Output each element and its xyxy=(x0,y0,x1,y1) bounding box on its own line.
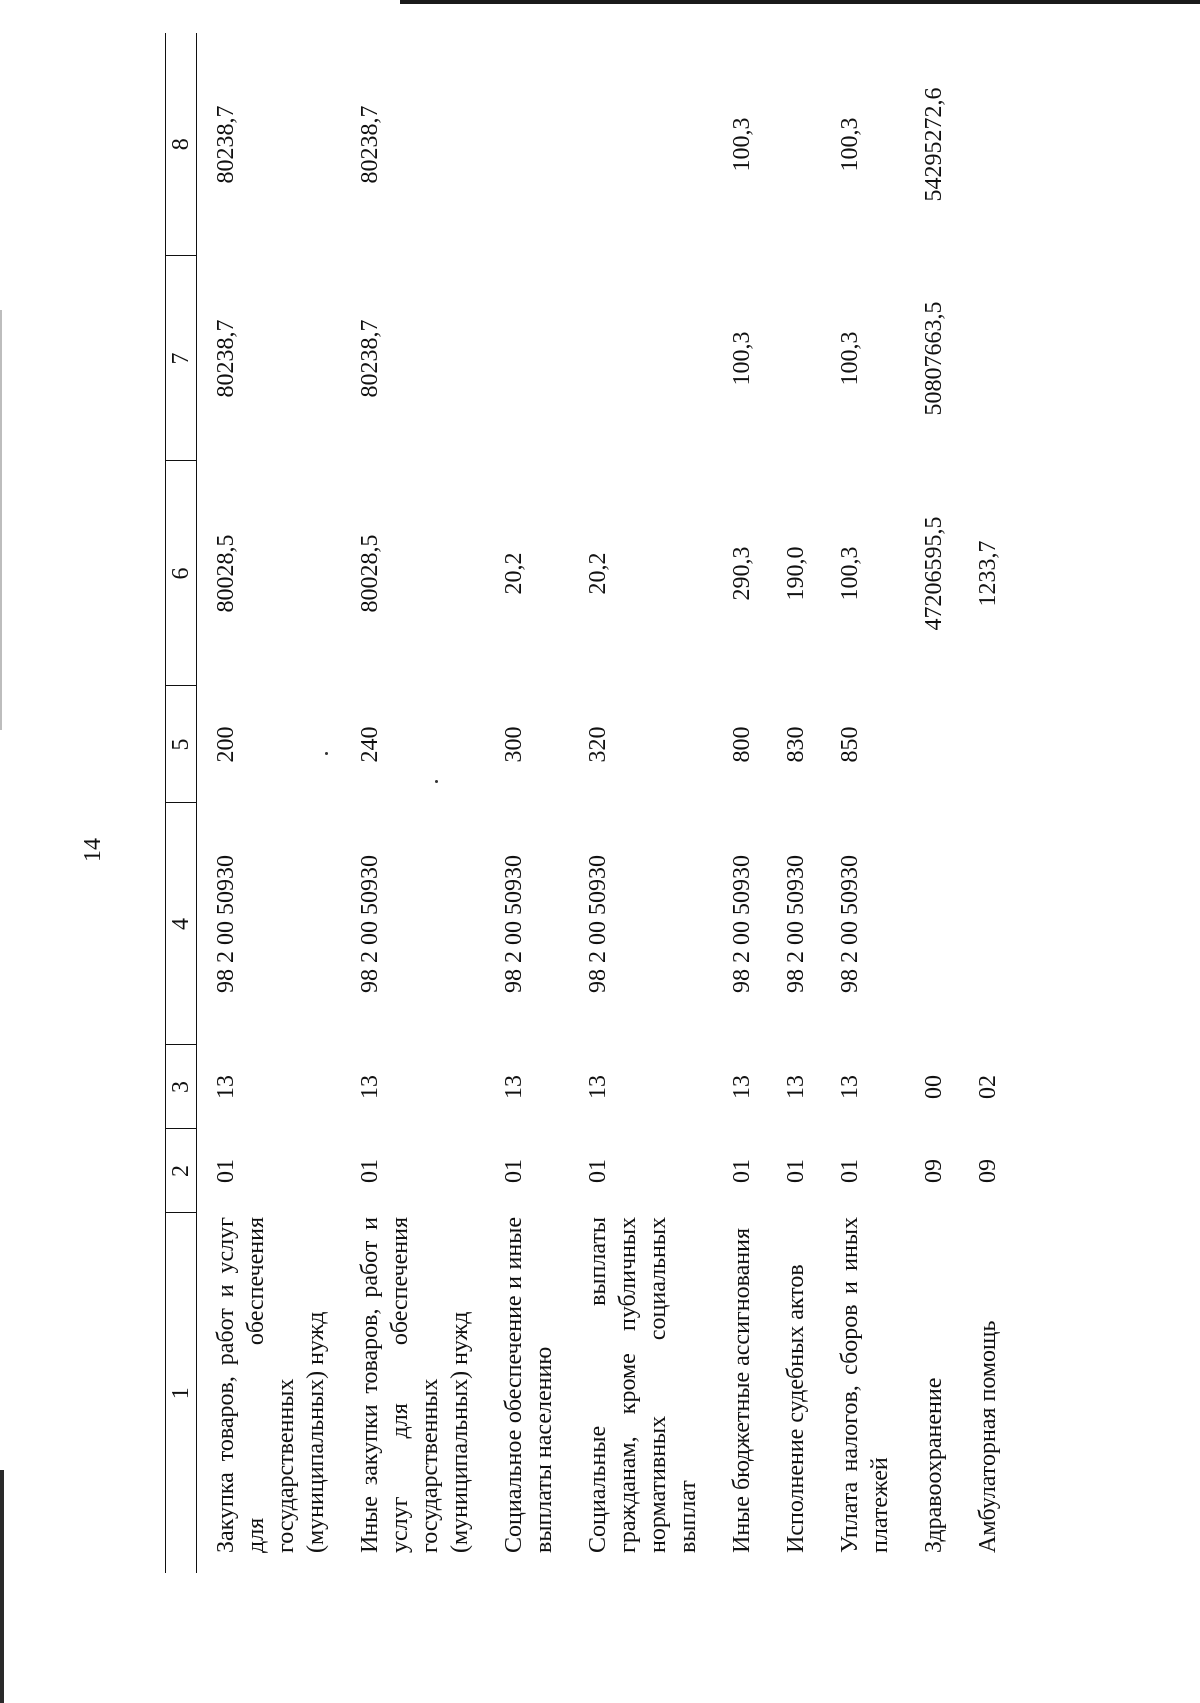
row-name: Уплата налогов, сборов и иных платежей xyxy=(837,1217,893,1553)
header-col-5: 5 xyxy=(166,686,197,803)
cell-amount-7 xyxy=(959,256,1013,461)
cell-amount-7 xyxy=(569,256,713,461)
cell-target-article xyxy=(959,803,1013,1045)
header-col-2: 2 xyxy=(166,1129,197,1213)
cell-subsection: 13 xyxy=(729,1075,755,1099)
table-row xyxy=(485,33,569,1573)
cell-amount-8: 100,3 xyxy=(729,117,755,172)
cell-section: 01 xyxy=(501,1159,527,1183)
cell-amount-7: 50807663,5 xyxy=(921,301,947,416)
cell-target-article: 98 2 00 50930 xyxy=(729,855,755,993)
cell-amount-6: 190,0 xyxy=(783,546,809,601)
cell-amount-8 xyxy=(569,33,713,256)
table-row xyxy=(341,33,485,1573)
cell-section: 01 xyxy=(837,1159,863,1183)
header-col-3: 3 xyxy=(166,1045,197,1129)
cell-target-article: 98 2 00 50930 xyxy=(501,855,527,993)
cell-expense-type: 200 xyxy=(213,726,239,763)
cell-target-article: 98 2 00 50930 xyxy=(585,855,611,993)
header-col-4: 4 xyxy=(166,803,197,1045)
cell-amount-7 xyxy=(485,256,569,461)
row-name: Иные бюджетные ассигнования xyxy=(729,1228,755,1553)
cell-target-article: 98 2 00 50930 xyxy=(213,855,239,993)
cell-expense-type: 850 xyxy=(837,726,863,763)
cell-section: 01 xyxy=(783,1159,809,1183)
cell-amount-8 xyxy=(959,33,1013,256)
cell-section: 09 xyxy=(921,1159,947,1183)
cell-amount-6: 47206595,5 xyxy=(921,516,947,631)
cell-expense-type xyxy=(905,686,959,803)
cell-amount-6: 80028,5 xyxy=(357,534,383,613)
cell-subsection: 13 xyxy=(837,1075,863,1099)
row-name: Здравоохранение xyxy=(921,1377,947,1553)
row-name: Амбулаторная помощь xyxy=(975,1320,1001,1553)
table-row xyxy=(767,33,821,1573)
row-name: Закупка товаров, работ и услуг для обеспечения государственных (муниципальных) нужд xyxy=(213,1217,329,1553)
cell-target-article: 98 2 00 50930 xyxy=(783,855,809,993)
cell-section: 01 xyxy=(729,1159,755,1183)
cell-amount-7 xyxy=(767,256,821,461)
cell-amount-8: 100,3 xyxy=(837,117,863,172)
cell-target-article: 98 2 00 50930 xyxy=(357,855,383,993)
cell-subsection: 13 xyxy=(501,1075,527,1099)
cell-amount-6: 100,3 xyxy=(837,546,863,601)
cell-amount-7: 100,3 xyxy=(837,331,863,386)
cell-amount-8: 80238,7 xyxy=(213,105,239,184)
row-name: Социальные выплаты гражданам, кроме публичных нормативных социальных выплат xyxy=(585,1217,701,1553)
cell-subsection: 00 xyxy=(921,1075,947,1099)
cell-section: 01 xyxy=(357,1159,383,1183)
table-row xyxy=(959,33,1013,1573)
cell-amount-6: 80028,5 xyxy=(213,534,239,613)
cell-amount-8 xyxy=(767,33,821,256)
cell-subsection: 13 xyxy=(357,1075,383,1099)
table-row xyxy=(197,33,342,1573)
row-name: Социальное обеспечение и иные выплаты населению xyxy=(501,1217,557,1553)
budget-table xyxy=(165,33,1013,1573)
table-row xyxy=(713,33,767,1573)
cell-section: 01 xyxy=(585,1159,611,1183)
cell-amount-6: 20,2 xyxy=(501,552,527,595)
cell-target-article: 98 2 00 50930 xyxy=(837,855,863,993)
cell-amount-8: 54295272,6 xyxy=(921,87,947,202)
cell-amount-6: 20,2 xyxy=(585,552,611,595)
cell-expense-type xyxy=(959,686,1013,803)
table-row xyxy=(821,33,905,1573)
cell-amount-8 xyxy=(485,33,569,256)
cell-expense-type: 830 xyxy=(783,726,809,763)
cell-amount-7: 80238,7 xyxy=(213,319,239,398)
cell-expense-type: 240 xyxy=(357,726,383,763)
cell-section: 09 xyxy=(975,1159,1001,1183)
table-row xyxy=(569,33,713,1573)
table-header-row xyxy=(166,33,197,1573)
page-number: 14 xyxy=(80,838,106,862)
cell-expense-type: 320 xyxy=(585,726,611,763)
table-row xyxy=(905,33,959,1573)
row-name: Иные закупки товаров, работ и услуг для обеспечения государственных (муниципальных) нужд xyxy=(357,1217,473,1553)
row-name: Исполнение судебных актов xyxy=(783,1264,809,1553)
cell-section: 01 xyxy=(213,1159,239,1183)
header-col-7: 7 xyxy=(166,256,197,461)
cell-expense-type: 300 xyxy=(501,726,527,763)
cell-expense-type: 800 xyxy=(729,726,755,763)
cell-subsection: 02 xyxy=(975,1075,1001,1099)
cell-amount-7: 80238,7 xyxy=(357,319,383,398)
cell-amount-8: 80238,7 xyxy=(357,105,383,184)
cell-subsection: 13 xyxy=(783,1075,809,1099)
header-col-1: 1 xyxy=(166,1213,197,1573)
cell-subsection: 13 xyxy=(213,1075,239,1099)
header-col-8: 8 xyxy=(166,33,197,256)
cell-target-article xyxy=(905,803,959,1045)
header-col-6: 6 xyxy=(166,461,197,686)
cell-amount-6: 1233,7 xyxy=(975,540,1001,607)
cell-amount-6: 290,3 xyxy=(729,546,755,601)
cell-subsection: 13 xyxy=(585,1075,611,1099)
cell-amount-7: 100,3 xyxy=(729,331,755,386)
